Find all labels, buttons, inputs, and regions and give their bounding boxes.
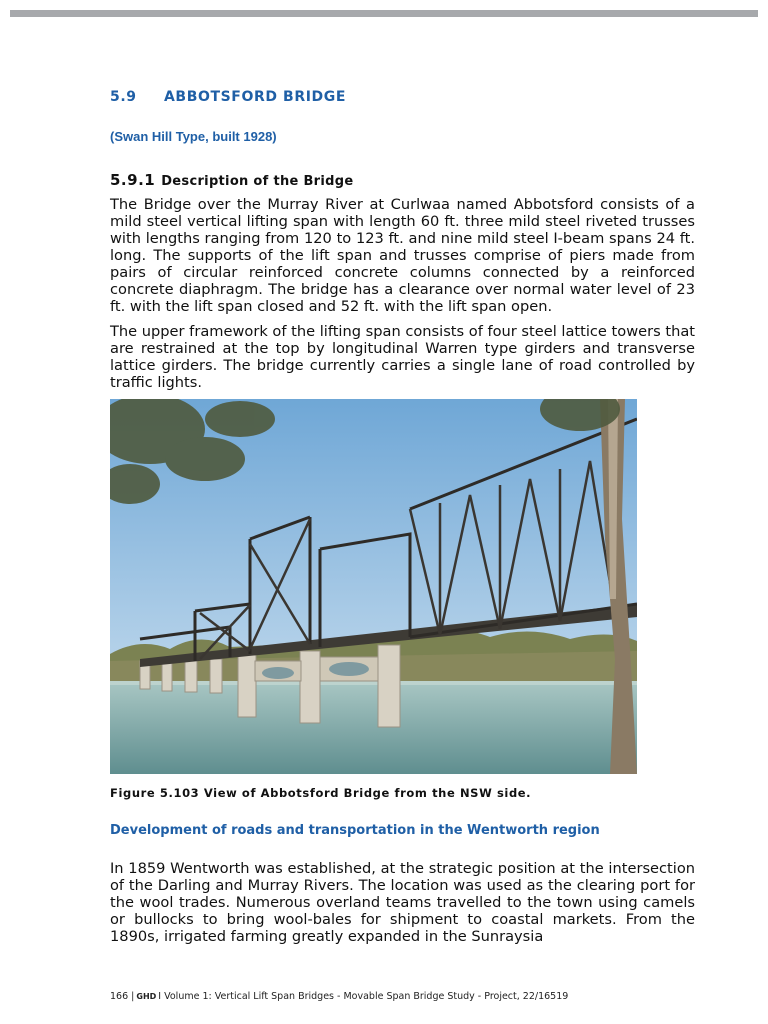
footer-text: I Volume 1: Vertical Lift Span Bridges - Movable Span Bridge Study - Project, 22/16519 <box>158 991 569 1002</box>
section-title: ABBOTSFORD BRIDGE <box>164 89 346 105</box>
figure-caption: Figure 5.103 View of Abbotsford Bridge from the NSW side. <box>110 786 532 800</box>
paragraph-framework: The upper framework of the lifting span consists of four steel lattice towers that are restrained at the top by longitudinal Warren type girders and transverse lattice girders. The bridge currently carries a single lane of road controlled by traffic lights. <box>110 323 695 391</box>
paragraph-description: The Bridge over the Murray River at Curlwaa named Abbotsford consists of a mild steel vertical lifting span with length 60 ft. three mild steel riveted trusses with lengths ranging from 120 to 123 ft. and nine mild steel I-beam spans 24 ft. long. The supports of the lift span and trusses comprise of piers made from pairs of circular reinforced concrete columns connected by a reinforced concrete diaphragm. The bridge has a clearance over normal water level of 23 ft. with the lift span closed and 52 ft. with the lift span open. <box>110 196 695 315</box>
section-number: 5.9 <box>110 89 137 105</box>
subsection-title: Description of the Bridge <box>161 174 354 189</box>
top-rule <box>10 10 758 17</box>
page-number: 166 <box>110 991 129 1002</box>
subsection-heading <box>110 170 353 189</box>
section-heading <box>110 89 346 105</box>
page-footer: 166 | GHD I Volume 1: Vertical Lift Span Bridges - Movable Span Bridge Study - Project, 22/16519 <box>110 991 569 1002</box>
bridge-photo <box>110 399 637 774</box>
section-subtitle: (Swan Hill Type, built 1928) <box>110 129 277 144</box>
ghd-logo: GHD <box>136 992 157 1001</box>
development-heading: Development of roads and transportation in the Wentworth region <box>110 823 600 838</box>
subsection-number: 5.9.1 <box>110 171 156 189</box>
paragraph-wentworth: In 1859 Wentworth was established, at the strategic position at the intersection of the Darling and Murray Rivers. The location was used as the clearing port for the wool trades. Numerous overland teams travelled to the town using camels or bullocks to bring wool-bales for shipment to coastal markets. From the 1890s, irrigated farming greatly expanded in the Sunraysia <box>110 860 695 945</box>
